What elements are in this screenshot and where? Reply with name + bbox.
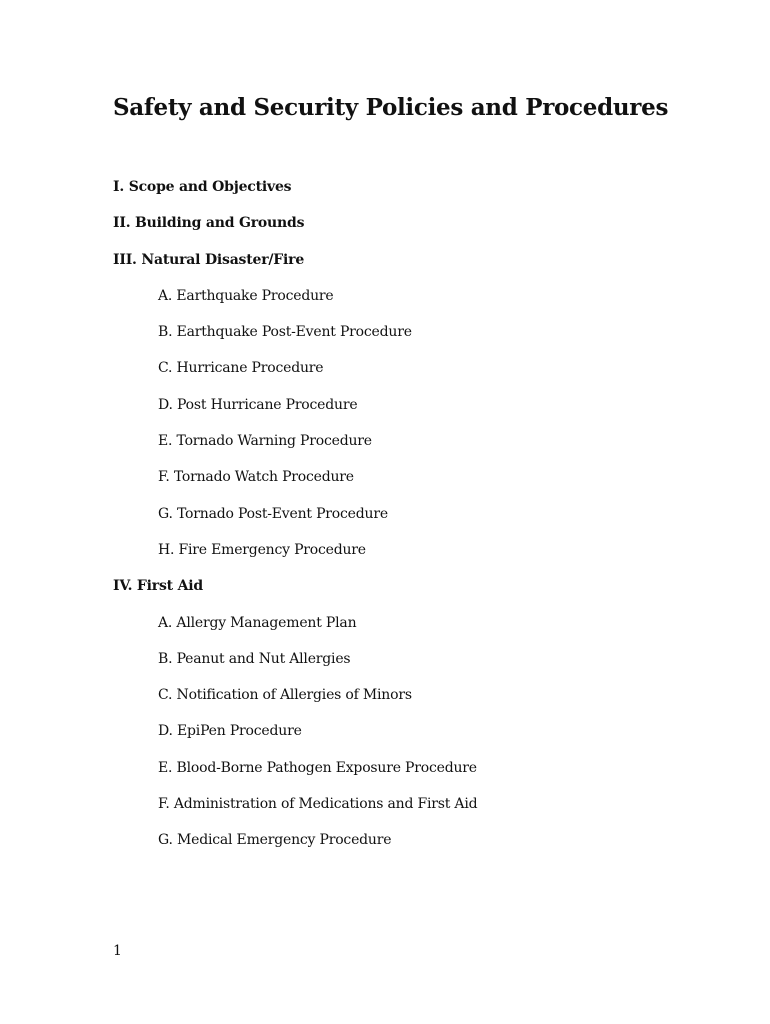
toc-section-heading: IV. First Aid bbox=[113, 578, 203, 595]
toc-section-heading: III. Natural Disaster/Fire bbox=[113, 251, 305, 268]
table-of-contents bbox=[113, 176, 713, 866]
toc-subsection-item: B. Earthquake Post-Event Procedure bbox=[158, 324, 412, 341]
toc-section-heading: I. Scope and Objectives bbox=[113, 179, 292, 195]
toc-subsection-item: E. Tornado Warning Procedure bbox=[158, 433, 372, 450]
toc-subsection-item: A. Earthquake Procedure bbox=[158, 287, 334, 304]
toc-subsection-item: G. Medical Emergency Procedure bbox=[158, 832, 392, 849]
toc-subsection-item: A. Allergy Management Plan bbox=[158, 614, 357, 631]
toc-subsection-item: H. Fire Emergency Procedure bbox=[158, 541, 366, 558]
document-title: Safety and Security Policies and Procedures bbox=[113, 94, 669, 121]
toc-subsection-item: C. Hurricane Procedure bbox=[158, 360, 324, 377]
toc-section-heading: II. Building and Grounds bbox=[113, 215, 305, 232]
toc-subsection-item: E. Blood-Borne Pathogen Exposure Procedure bbox=[158, 759, 477, 776]
toc-subsection-item: C. Notification of Allergies of Minors bbox=[158, 687, 412, 704]
toc-subsection-item: F. Tornado Watch Procedure bbox=[158, 469, 354, 486]
toc-subsection-item: B. Peanut and Nut Allergies bbox=[158, 650, 351, 667]
toc-subsection-item: D. Post Hurricane Procedure bbox=[158, 396, 358, 413]
toc-subsection-item: G. Tornado Post-Event Procedure bbox=[158, 505, 388, 522]
toc-subsection-item: D. EpiPen Procedure bbox=[158, 723, 302, 740]
toc-subsection-item: F. Administration of Medications and First Aid bbox=[158, 796, 478, 813]
page-number: 1 bbox=[113, 943, 122, 959]
